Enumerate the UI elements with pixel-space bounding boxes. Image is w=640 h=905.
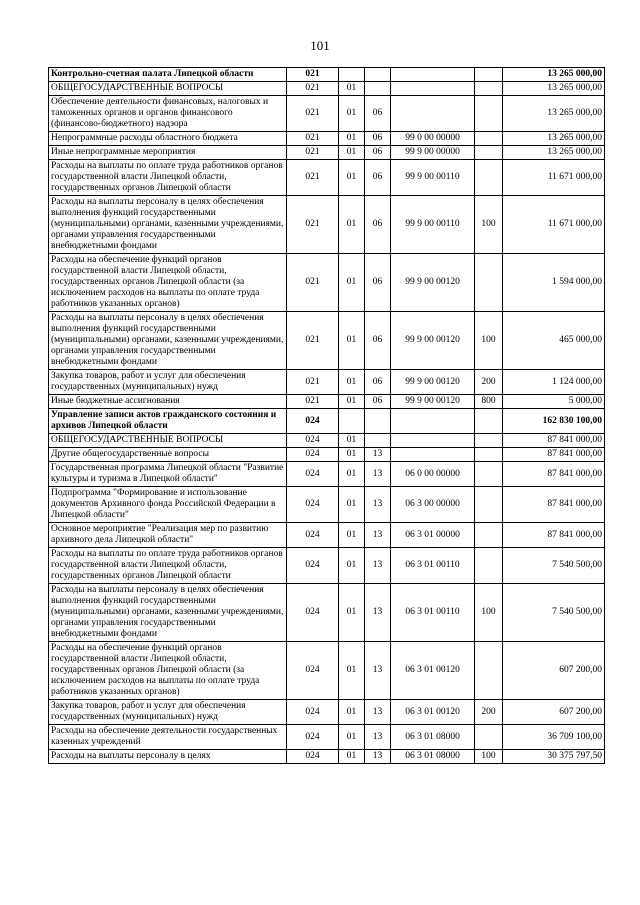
- row-section: 01: [339, 254, 365, 312]
- row-target-article: [391, 409, 475, 434]
- table-row: [49, 487, 605, 523]
- row-target-article: 99 9 00 00120: [391, 370, 475, 395]
- row-name: Закупка товаров, работ и услуг для обеспечения государственных (муниципальных) нужд: [49, 370, 287, 395]
- row-code: 024: [287, 462, 339, 487]
- row-name: ОБЩЕГОСУДАРСТВЕННЫЕ ВОПРОСЫ: [49, 82, 287, 96]
- table-row: [49, 462, 605, 487]
- row-expense-type: [475, 487, 503, 523]
- row-subsection: 13: [365, 448, 391, 462]
- row-expense-type: [475, 434, 503, 448]
- row-expense-type: 100: [475, 750, 503, 764]
- row-expense-type: [475, 82, 503, 96]
- table-row: [49, 82, 605, 96]
- row-target-article: 06 3 00 00000: [391, 487, 475, 523]
- row-target-article: 06 3 01 08000: [391, 725, 475, 750]
- table-row: [49, 448, 605, 462]
- row-code: 024: [287, 750, 339, 764]
- table-row: [49, 312, 605, 370]
- row-amount: 7 540 500,00: [503, 548, 605, 584]
- row-expense-type: [475, 523, 503, 548]
- row-amount: 30 375 797,50: [503, 750, 605, 764]
- table-row: [49, 584, 605, 642]
- row-code: 021: [287, 254, 339, 312]
- row-name: Расходы на обеспечение функций органов государственной власти Липецкой области, государственных органов Липецкой области (за исключением расходов на выплаты по оплате труда работников указанных органов): [49, 642, 287, 700]
- table-row: [49, 725, 605, 750]
- row-section: 01: [339, 725, 365, 750]
- table-row: [49, 146, 605, 160]
- row-amount: 13 265 000,00: [503, 96, 605, 132]
- row-amount: 13 265 000,00: [503, 132, 605, 146]
- row-expense-type: 200: [475, 370, 503, 395]
- row-section: 01: [339, 548, 365, 584]
- row-code: 024: [287, 548, 339, 584]
- row-code: 021: [287, 395, 339, 409]
- row-section: 01: [339, 370, 365, 395]
- row-amount: 162 830 100,00: [503, 409, 605, 434]
- row-subsection: 06: [365, 146, 391, 160]
- row-section: 01: [339, 642, 365, 700]
- table-row: [49, 132, 605, 146]
- row-name: Расходы на обеспечение деятельности государственных казенных учреждений: [49, 725, 287, 750]
- row-amount: 11 671 000,00: [503, 196, 605, 254]
- row-code: 024: [287, 700, 339, 725]
- row-target-article: 06 3 01 00000: [391, 523, 475, 548]
- row-subsection: 06: [365, 312, 391, 370]
- row-name: Обеспечение деятельности финансовых, налоговых и таможенных органов и органов финансового (финансово-бюджетного) надзора: [49, 96, 287, 132]
- row-name: Иные непрограммные мероприятия: [49, 146, 287, 160]
- row-expense-type: [475, 254, 503, 312]
- row-expense-type: 200: [475, 700, 503, 725]
- row-section: 01: [339, 312, 365, 370]
- row-code: 021: [287, 370, 339, 395]
- row-target-article: 99 9 00 00000: [391, 146, 475, 160]
- row-section: 01: [339, 584, 365, 642]
- row-subsection: [365, 82, 391, 96]
- row-subsection: 06: [365, 395, 391, 409]
- row-section: 01: [339, 146, 365, 160]
- row-expense-type: [475, 409, 503, 434]
- row-amount: 1 594 000,00: [503, 254, 605, 312]
- table-row: [49, 395, 605, 409]
- row-target-article: 06 3 01 08000: [391, 750, 475, 764]
- row-subsection: 06: [365, 96, 391, 132]
- row-amount: 87 841 000,00: [503, 462, 605, 487]
- row-target-article: 06 3 01 00120: [391, 642, 475, 700]
- table-row: [49, 254, 605, 312]
- row-target-article: 99 0 00 00000: [391, 132, 475, 146]
- row-target-article: 99 9 00 00120: [391, 312, 475, 370]
- row-section: 01: [339, 434, 365, 448]
- row-expense-type: [475, 146, 503, 160]
- row-target-article: [391, 96, 475, 132]
- row-expense-type: [475, 160, 503, 196]
- row-amount: 7 540 500,00: [503, 584, 605, 642]
- row-section: 01: [339, 700, 365, 725]
- row-expense-type: [475, 96, 503, 132]
- row-section: [339, 68, 365, 82]
- table-row: [49, 96, 605, 132]
- row-name: Основное мероприятие "Реализация мер по развитию архивного дела Липецкой области": [49, 523, 287, 548]
- row-amount: 607 200,00: [503, 642, 605, 700]
- row-code: 021: [287, 160, 339, 196]
- row-expense-type: [475, 642, 503, 700]
- row-expense-type: [475, 448, 503, 462]
- row-code: 024: [287, 434, 339, 448]
- row-expense-type: [475, 725, 503, 750]
- table-row: [49, 409, 605, 434]
- row-target-article: 99 9 00 00120: [391, 254, 475, 312]
- row-expense-type: 800: [475, 395, 503, 409]
- row-name: Подпрограмма "Формирование и использование документов Архивного фонда Российской Федерации в Липецкой области": [49, 487, 287, 523]
- row-code: 021: [287, 312, 339, 370]
- table-row: [49, 196, 605, 254]
- row-amount: 36 709 100,00: [503, 725, 605, 750]
- row-section: 01: [339, 196, 365, 254]
- row-section: 01: [339, 487, 365, 523]
- row-code: 024: [287, 448, 339, 462]
- row-section: 01: [339, 160, 365, 196]
- row-code: 024: [287, 584, 339, 642]
- page-number: 101: [310, 38, 330, 53]
- row-name: Контрольно-счетная палата Липецкой области: [49, 68, 287, 82]
- row-amount: 13 265 000,00: [503, 68, 605, 82]
- row-subsection: 06: [365, 254, 391, 312]
- table-row: [49, 370, 605, 395]
- row-expense-type: 100: [475, 196, 503, 254]
- row-subsection: 06: [365, 196, 391, 254]
- row-code: 024: [287, 487, 339, 523]
- row-amount: 87 841 000,00: [503, 448, 605, 462]
- row-code: 024: [287, 523, 339, 548]
- row-subsection: [365, 409, 391, 434]
- budget-table: [48, 67, 605, 764]
- row-target-article: 99 9 00 00110: [391, 196, 475, 254]
- row-code: 021: [287, 146, 339, 160]
- row-amount: 1 124 000,00: [503, 370, 605, 395]
- row-name: Расходы на выплаты по оплате труда работников органов государственной власти Липецкой области, государственных органов Липецкой области: [49, 160, 287, 196]
- table-row: [49, 160, 605, 196]
- row-section: 01: [339, 462, 365, 487]
- row-name: Расходы на выплаты персоналу в целях обеспечения выполнения функций государственными (муниципальными) органами, казенными учреждениями, органами управления государственными внебюджетными фондами: [49, 312, 287, 370]
- row-target-article: 99 9 00 00110: [391, 160, 475, 196]
- row-amount: 87 841 000,00: [503, 523, 605, 548]
- row-target-article: 06 0 00 00000: [391, 462, 475, 487]
- row-amount: 465 000,00: [503, 312, 605, 370]
- row-section: 01: [339, 96, 365, 132]
- row-subsection: 13: [365, 642, 391, 700]
- row-target-article: 06 3 01 00120: [391, 700, 475, 725]
- budget-table-body: [49, 68, 605, 764]
- row-target-article: [391, 434, 475, 448]
- row-expense-type: [475, 462, 503, 487]
- row-target-article: 06 3 01 00110: [391, 584, 475, 642]
- table-row: [49, 700, 605, 725]
- row-code: 021: [287, 68, 339, 82]
- row-section: 01: [339, 750, 365, 764]
- row-subsection: 06: [365, 160, 391, 196]
- row-amount: 87 841 000,00: [503, 487, 605, 523]
- row-code: 021: [287, 82, 339, 96]
- row-subsection: 13: [365, 584, 391, 642]
- table-row: [49, 642, 605, 700]
- row-subsection: 13: [365, 750, 391, 764]
- row-subsection: 13: [365, 700, 391, 725]
- row-subsection: [365, 434, 391, 448]
- row-amount: 87 841 000,00: [503, 434, 605, 448]
- row-target-article: 99 9 00 00120: [391, 395, 475, 409]
- row-amount: 13 265 000,00: [503, 146, 605, 160]
- row-section: 01: [339, 82, 365, 96]
- row-target-article: [391, 82, 475, 96]
- row-amount: 607 200,00: [503, 700, 605, 725]
- row-expense-type: 100: [475, 312, 503, 370]
- row-code: 024: [287, 725, 339, 750]
- row-code: 021: [287, 96, 339, 132]
- table-row: [49, 750, 605, 764]
- table-row: [49, 434, 605, 448]
- row-amount: 5 000,00: [503, 395, 605, 409]
- row-name: Расходы на выплаты персоналу в целях: [49, 750, 287, 764]
- row-amount: 11 671 000,00: [503, 160, 605, 196]
- row-amount: 13 265 000,00: [503, 82, 605, 96]
- row-name: Другие общегосударственные вопросы: [49, 448, 287, 462]
- row-subsection: 13: [365, 725, 391, 750]
- row-section: 01: [339, 523, 365, 548]
- row-subsection: 06: [365, 132, 391, 146]
- row-code: 021: [287, 132, 339, 146]
- row-subsection: 13: [365, 548, 391, 584]
- row-name: Расходы на выплаты персоналу в целях обеспечения выполнения функций государственными (муниципальными) органами, казенными учреждениями, органами управления государственными внебюджетными фондами: [49, 196, 287, 254]
- row-expense-type: [475, 132, 503, 146]
- row-name: Непрограммные расходы областного бюджета: [49, 132, 287, 146]
- row-name: Расходы на выплаты по оплате труда работников органов государственной власти Липецкой области, государственных органов Липецкой области: [49, 548, 287, 584]
- row-code: 024: [287, 642, 339, 700]
- row-name: Расходы на обеспечение функций органов государственной власти Липецкой области, государственных органов Липецкой области (за исключением расходов на выплаты по оплате труда работников указанных органов): [49, 254, 287, 312]
- table-row: [49, 548, 605, 584]
- row-name: Расходы на выплаты персоналу в целях обеспечения выполнения функций государственными (муниципальными) органами, казенными учреждениями, органами управления государственными внебюджетными фондами: [49, 584, 287, 642]
- row-subsection: 06: [365, 370, 391, 395]
- row-subsection: 13: [365, 462, 391, 487]
- table-row: [49, 68, 605, 82]
- row-subsection: 13: [365, 523, 391, 548]
- row-section: [339, 409, 365, 434]
- row-section: 01: [339, 395, 365, 409]
- row-section: 01: [339, 132, 365, 146]
- row-target-article: [391, 68, 475, 82]
- row-target-article: [391, 448, 475, 462]
- row-subsection: 13: [365, 487, 391, 523]
- row-name: ОБЩЕГОСУДАРСТВЕННЫЕ ВОПРОСЫ: [49, 434, 287, 448]
- table-row: [49, 523, 605, 548]
- row-name: Закупка товаров, работ и услуг для обеспечения государственных (муниципальных) нужд: [49, 700, 287, 725]
- row-code: 024: [287, 409, 339, 434]
- row-name: Государственная программа Липецкой области "Развитие культуры и туризма в Липецкой области": [49, 462, 287, 487]
- row-name: Иные бюджетные ассигнования: [49, 395, 287, 409]
- row-target-article: 06 3 01 00110: [391, 548, 475, 584]
- row-expense-type: 100: [475, 584, 503, 642]
- row-subsection: [365, 68, 391, 82]
- row-name: Управление записи актов гражданского состояния и архивов Липецкой области: [49, 409, 287, 434]
- row-expense-type: [475, 548, 503, 584]
- row-code: 021: [287, 196, 339, 254]
- row-section: 01: [339, 448, 365, 462]
- row-expense-type: [475, 68, 503, 82]
